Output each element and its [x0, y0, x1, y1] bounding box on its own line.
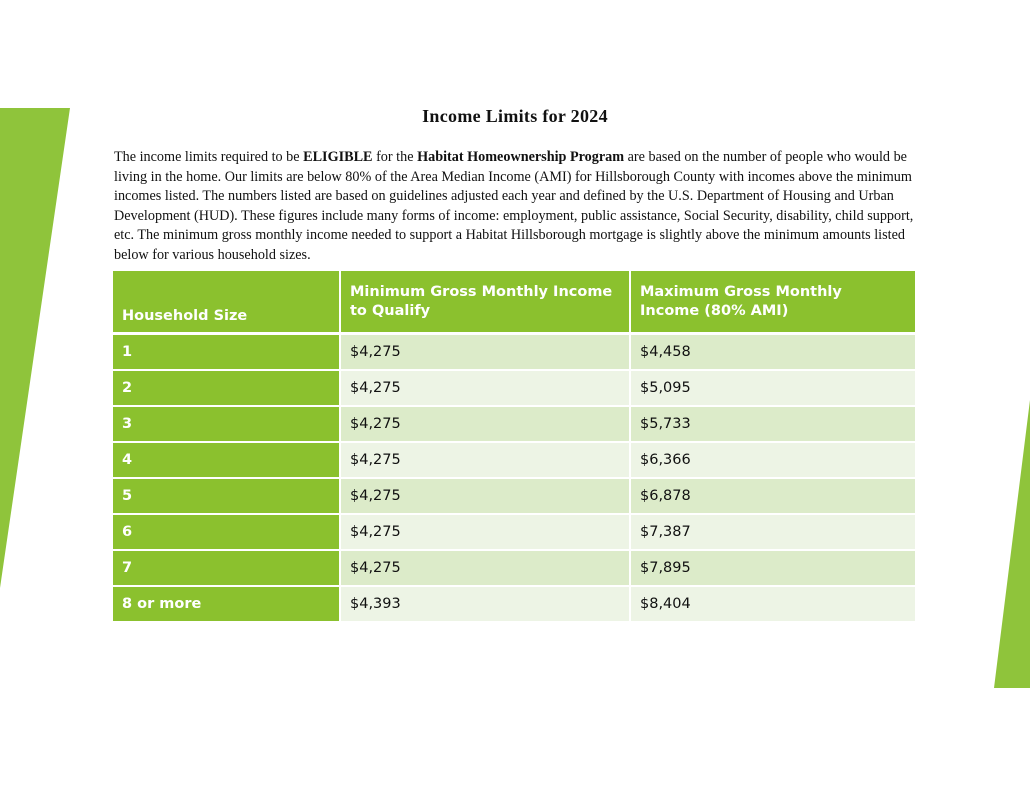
intro-paragraph [114, 148, 914, 266]
household-size-cell: 5 [113, 478, 340, 514]
intro-text-1: The income limits required to be [114, 149, 304, 165]
maximum-income-cell: $4,458 [630, 334, 915, 371]
decorative-green-stripe-right [994, 400, 1030, 688]
minimum-income-cell: $4,275 [340, 550, 630, 586]
minimum-income-cell: $4,275 [340, 370, 630, 406]
minimum-income-cell: $4,393 [340, 586, 630, 622]
intro-program-name: Habitat Homeownership Program [417, 149, 625, 165]
minimum-income-cell: $4,275 [340, 514, 630, 550]
income-limits-table [113, 271, 915, 623]
table-header-row [113, 271, 915, 334]
minimum-income-cell: $4,275 [340, 334, 630, 371]
table-row [113, 586, 915, 622]
header-household-size: Household Size [113, 271, 340, 334]
maximum-income-cell: $6,366 [630, 442, 915, 478]
minimum-income-cell: $4,275 [340, 442, 630, 478]
maximum-income-cell: $5,095 [630, 370, 915, 406]
intro-text-3: are based on the number of people who would be living in the home. Our limits are below 80% of the Area Median Income (AMI) for Hillsborough County with incomes above the minimum incomes listed. The numbers listed are based on guidelines adjusted each year and defined by the U.S. Department of Housing and Urban Development (HUD). These figures include many forms of income: employment, public assistance, Social Security, disability, child support, etc. The minimum gross monthly income needed to support a Habitat Hillsborough mortgage is slightly above the minimum amounts listed below for various household sizes. [114, 149, 914, 263]
household-size-cell: 8 or more [113, 586, 340, 622]
maximum-income-cell: $5,733 [630, 406, 915, 442]
maximum-income-cell: $8,404 [630, 586, 915, 622]
table-row [113, 442, 915, 478]
household-size-cell: 7 [113, 550, 340, 586]
minimum-income-cell: $4,275 [340, 478, 630, 514]
table-row [113, 478, 915, 514]
household-size-cell: 6 [113, 514, 340, 550]
household-size-cell: 4 [113, 442, 340, 478]
header-maximum-income: Maximum Gross Monthly Income (80% AMI) [630, 271, 915, 334]
decorative-green-stripe-left [0, 108, 70, 588]
table-row [113, 370, 915, 406]
page-title: Income Limits for 2024 [422, 106, 608, 126]
household-size-cell: 3 [113, 406, 340, 442]
maximum-income-cell: $7,895 [630, 550, 915, 586]
household-size-cell: 1 [113, 334, 340, 371]
table-row [113, 550, 915, 586]
intro-eligible: ELIGIBLE [303, 149, 373, 165]
table-row [113, 334, 915, 371]
minimum-income-cell: $4,275 [340, 406, 630, 442]
maximum-income-cell: $6,878 [630, 478, 915, 514]
table-row [113, 406, 915, 442]
intro-text-2: for the [372, 149, 418, 165]
household-size-cell: 2 [113, 370, 340, 406]
table-row [113, 514, 915, 550]
header-minimum-income: Minimum Gross Monthly Income to Qualify [340, 271, 630, 334]
maximum-income-cell: $7,387 [630, 514, 915, 550]
